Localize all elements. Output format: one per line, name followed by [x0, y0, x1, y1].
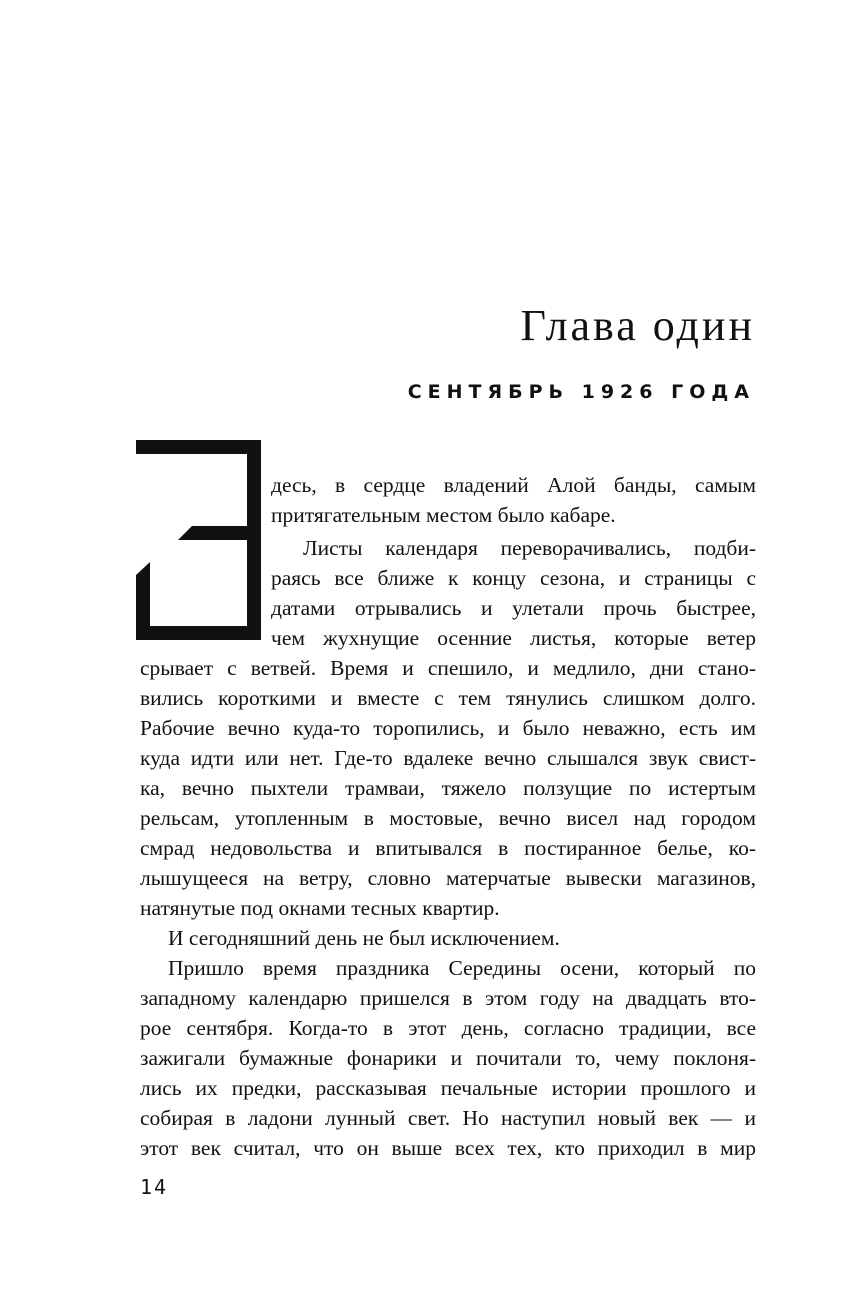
page-number: 14 — [140, 1175, 169, 1199]
text-line: собирая в ладони лунный свет. Но наступил новый век — и — [140, 1106, 756, 1130]
text-line: западному календарю пришелся в этом году на двадцать вто- — [140, 986, 756, 1010]
text-line: Пришло время праздника Середины осени, который по — [168, 956, 756, 980]
text-line: датами отрывались и улетали прочь быстрее, — [271, 596, 756, 620]
chapter-title: Глава один — [520, 301, 755, 350]
text-line: И сегодняшний день не был исключением. — [168, 926, 560, 950]
text-line: лись их предки, рассказывая печальные истории прошлого и — [140, 1076, 756, 1100]
text-line: чем жухнущие осенние листья, которые ветер — [271, 626, 756, 650]
text-line: этот век считал, что он выше всех тех, кто приходил в мир — [140, 1136, 756, 1160]
drop-cap-letter — [136, 440, 261, 640]
text-line: раясь все ближе к концу сезона, и страницы с — [271, 566, 756, 590]
chapter-subtitle: СЕНТЯБРЬ 1926 ГОДА — [407, 381, 755, 403]
text-line: зажигали бумажные фонарики и почитали то, чему поклоня- — [140, 1046, 756, 1070]
text-line: куда идти или нет. Где-то вдалеке вечно слышался звук свист- — [140, 746, 756, 770]
text-line: рельсам, утопленным в мостовые, вечно висел над городом — [140, 806, 756, 830]
text-line: вились короткими и вместе с тем тянулись слишком долго. — [140, 686, 756, 710]
text-line: рое сентября. Когда-то в этот день, согласно традиции, все — [140, 1016, 756, 1040]
text-line: лышущееся на ветру, словно матерчатые вывески магазинов, — [140, 866, 756, 890]
text-line: Листы календаря переворачивались, подби- — [303, 536, 756, 560]
text-line: срывает с ветвей. Время и спешило, и медлило, дни стано- — [140, 656, 756, 680]
text-line: ка, вечно пыхтели трамваи, тяжело ползущие по истертым — [140, 776, 756, 800]
text-line: Рабочие вечно куда-то торопились, и было неважно, есть им — [140, 716, 756, 740]
text-line: натянутые под окнами тесных квартир. — [140, 896, 500, 920]
text-line: десь, в сердце владений Алой банды, самым — [271, 473, 756, 497]
text-line: притягательным местом было кабаре. — [271, 503, 616, 527]
text-line: смрад недовольства и впитывался в постиранное белье, ко- — [140, 836, 756, 860]
